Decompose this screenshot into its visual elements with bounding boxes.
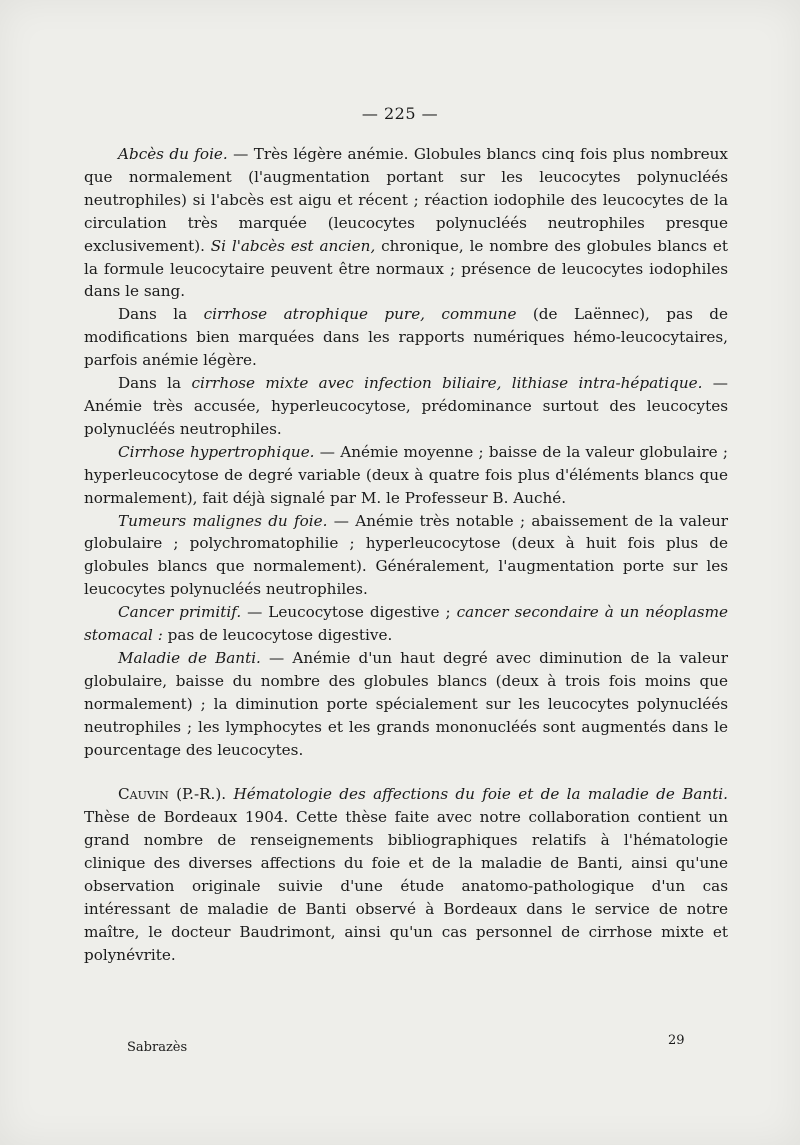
paragraph-heading: Abcès du foie. (118, 145, 228, 163)
paragraph-text: — Anémie très notable ; abaissement de la valeur globulaire ; polychromatophilie ; hyperleucocytose (deux à huit fois plus de globules blancs que normalement). Généralement, l'augmentation porte sur les leucocytes polynucléés neutrophiles. (84, 511, 728, 599)
paragraph-subheading: cancer secondaire à un néoplasme stomacal : (84, 603, 728, 645)
paragraph-text: — Très légère anémie. Globules blancs cinq fois plus nombreux que normalement (l'augmentation portant sur les leucocytes polynucléés neutrophiles) si l'abcès est aigu et récent ; réaction iodophile des leucocytes de la circulation très marquée (leucocytes polynucléés neutrophiles presque exclusivement). (84, 145, 728, 255)
paragraph-text-continued: chronique, le nombre des globules blancs et la formule leucocytaire peuvent être normaux ; présence de leucocytes iodophiles dans le sang. (84, 236, 728, 301)
paragraph-heading: Maladie de Banti. (118, 648, 261, 667)
paragraph-subheading: Si l'abcès est ancien, (210, 236, 376, 255)
page-number-header: — 225 — (361, 104, 439, 123)
section-gap (84, 761, 728, 783)
paragraph-heading: Cirrhose hypertrophique. (118, 442, 315, 461)
reference-author: Cauvin (118, 785, 169, 804)
paragraph-text: — Anémie très accusée, hyperleucocytose, prédominance surtout des leucocytes polynucléés neutrophiles. (84, 374, 728, 438)
bibliographic-reference (84, 783, 728, 966)
paragraph-tumeurs-malignes (84, 510, 728, 602)
paragraph-text: — Anémie moyenne ; baisse de la valeur globulaire ; hyperleucocytose de degré variable (deux à quatre fois plus d'éléments blancs que normalement), fait déjà signalé par M. le Professeur B. Auché. (84, 442, 728, 507)
reference-title: Hématologie des affections du foie et de la maladie de Banti. (233, 785, 728, 804)
reference-initials: (P.-R.). (168, 785, 234, 804)
paragraph-heading: Tumeurs malignes du foie. (118, 511, 328, 530)
footer-sheet-number: 29 (668, 1033, 685, 1048)
paragraph-heading: Cancer primitif. (118, 603, 242, 622)
reference-text: Thèse de Bordeaux 1904. Cette thèse faite avec notre collaboration contient un grand nombre de renseignements bibliographiques relatifs à l'hématologie clinique des diverses affections du foie et de la maladie de Banti, ainsi qu'une observation originale suivie d'une étude anatomo-pathologique d'un cas intéressant de maladie de Banti observé à Bordeaux dans le service de notre maître, le docteur Baudrimont, ainsi qu'un cas personnel de cirrhose mixte et polynévrite. (84, 808, 728, 964)
body-text (84, 143, 728, 967)
paragraph-abces-du-foie (84, 143, 728, 303)
paragraph-text: — Leucocytose digestive ; (241, 603, 457, 622)
footer-author: Sabrazès (127, 1040, 188, 1055)
paragraph-text: (de Laënnec), pas de modifications bien marquées dans les rapports numériques hémo-leucocytaires, parfois anémie légère. (84, 305, 729, 370)
paragraph-maladie-de-banti (84, 647, 728, 762)
paragraph-prefix: Dans la (118, 305, 204, 324)
paragraph-cirrhose-atrophique (84, 303, 728, 372)
paragraph-text: — Anémie d'un haut degré avec diminution de la valeur globulaire, baisse du nombre des globules blancs (deux à trois fois moins que normalement) ; la diminution porte spécialement sur les leucocytes polynucléés neutrophiles ; les lymphocytes et les grands mononucléés sont augmentés dans le pourcentage des leucocytes. (84, 648, 728, 759)
paragraph-text-continued: pas de leucocytose digestive. (162, 626, 393, 645)
paragraph-cirrhose-mixte (84, 372, 728, 441)
paragraph-cancer-primitif (84, 601, 728, 647)
paragraph-prefix: Dans la (118, 374, 192, 393)
paragraph-heading: cirrhose atrophique pure, commune (203, 305, 517, 324)
paragraph-cirrhose-hypertrophique (84, 441, 728, 510)
paragraph-heading: cirrhose mixte avec infection biliaire, lithiase intra-hépatique. (191, 374, 703, 393)
